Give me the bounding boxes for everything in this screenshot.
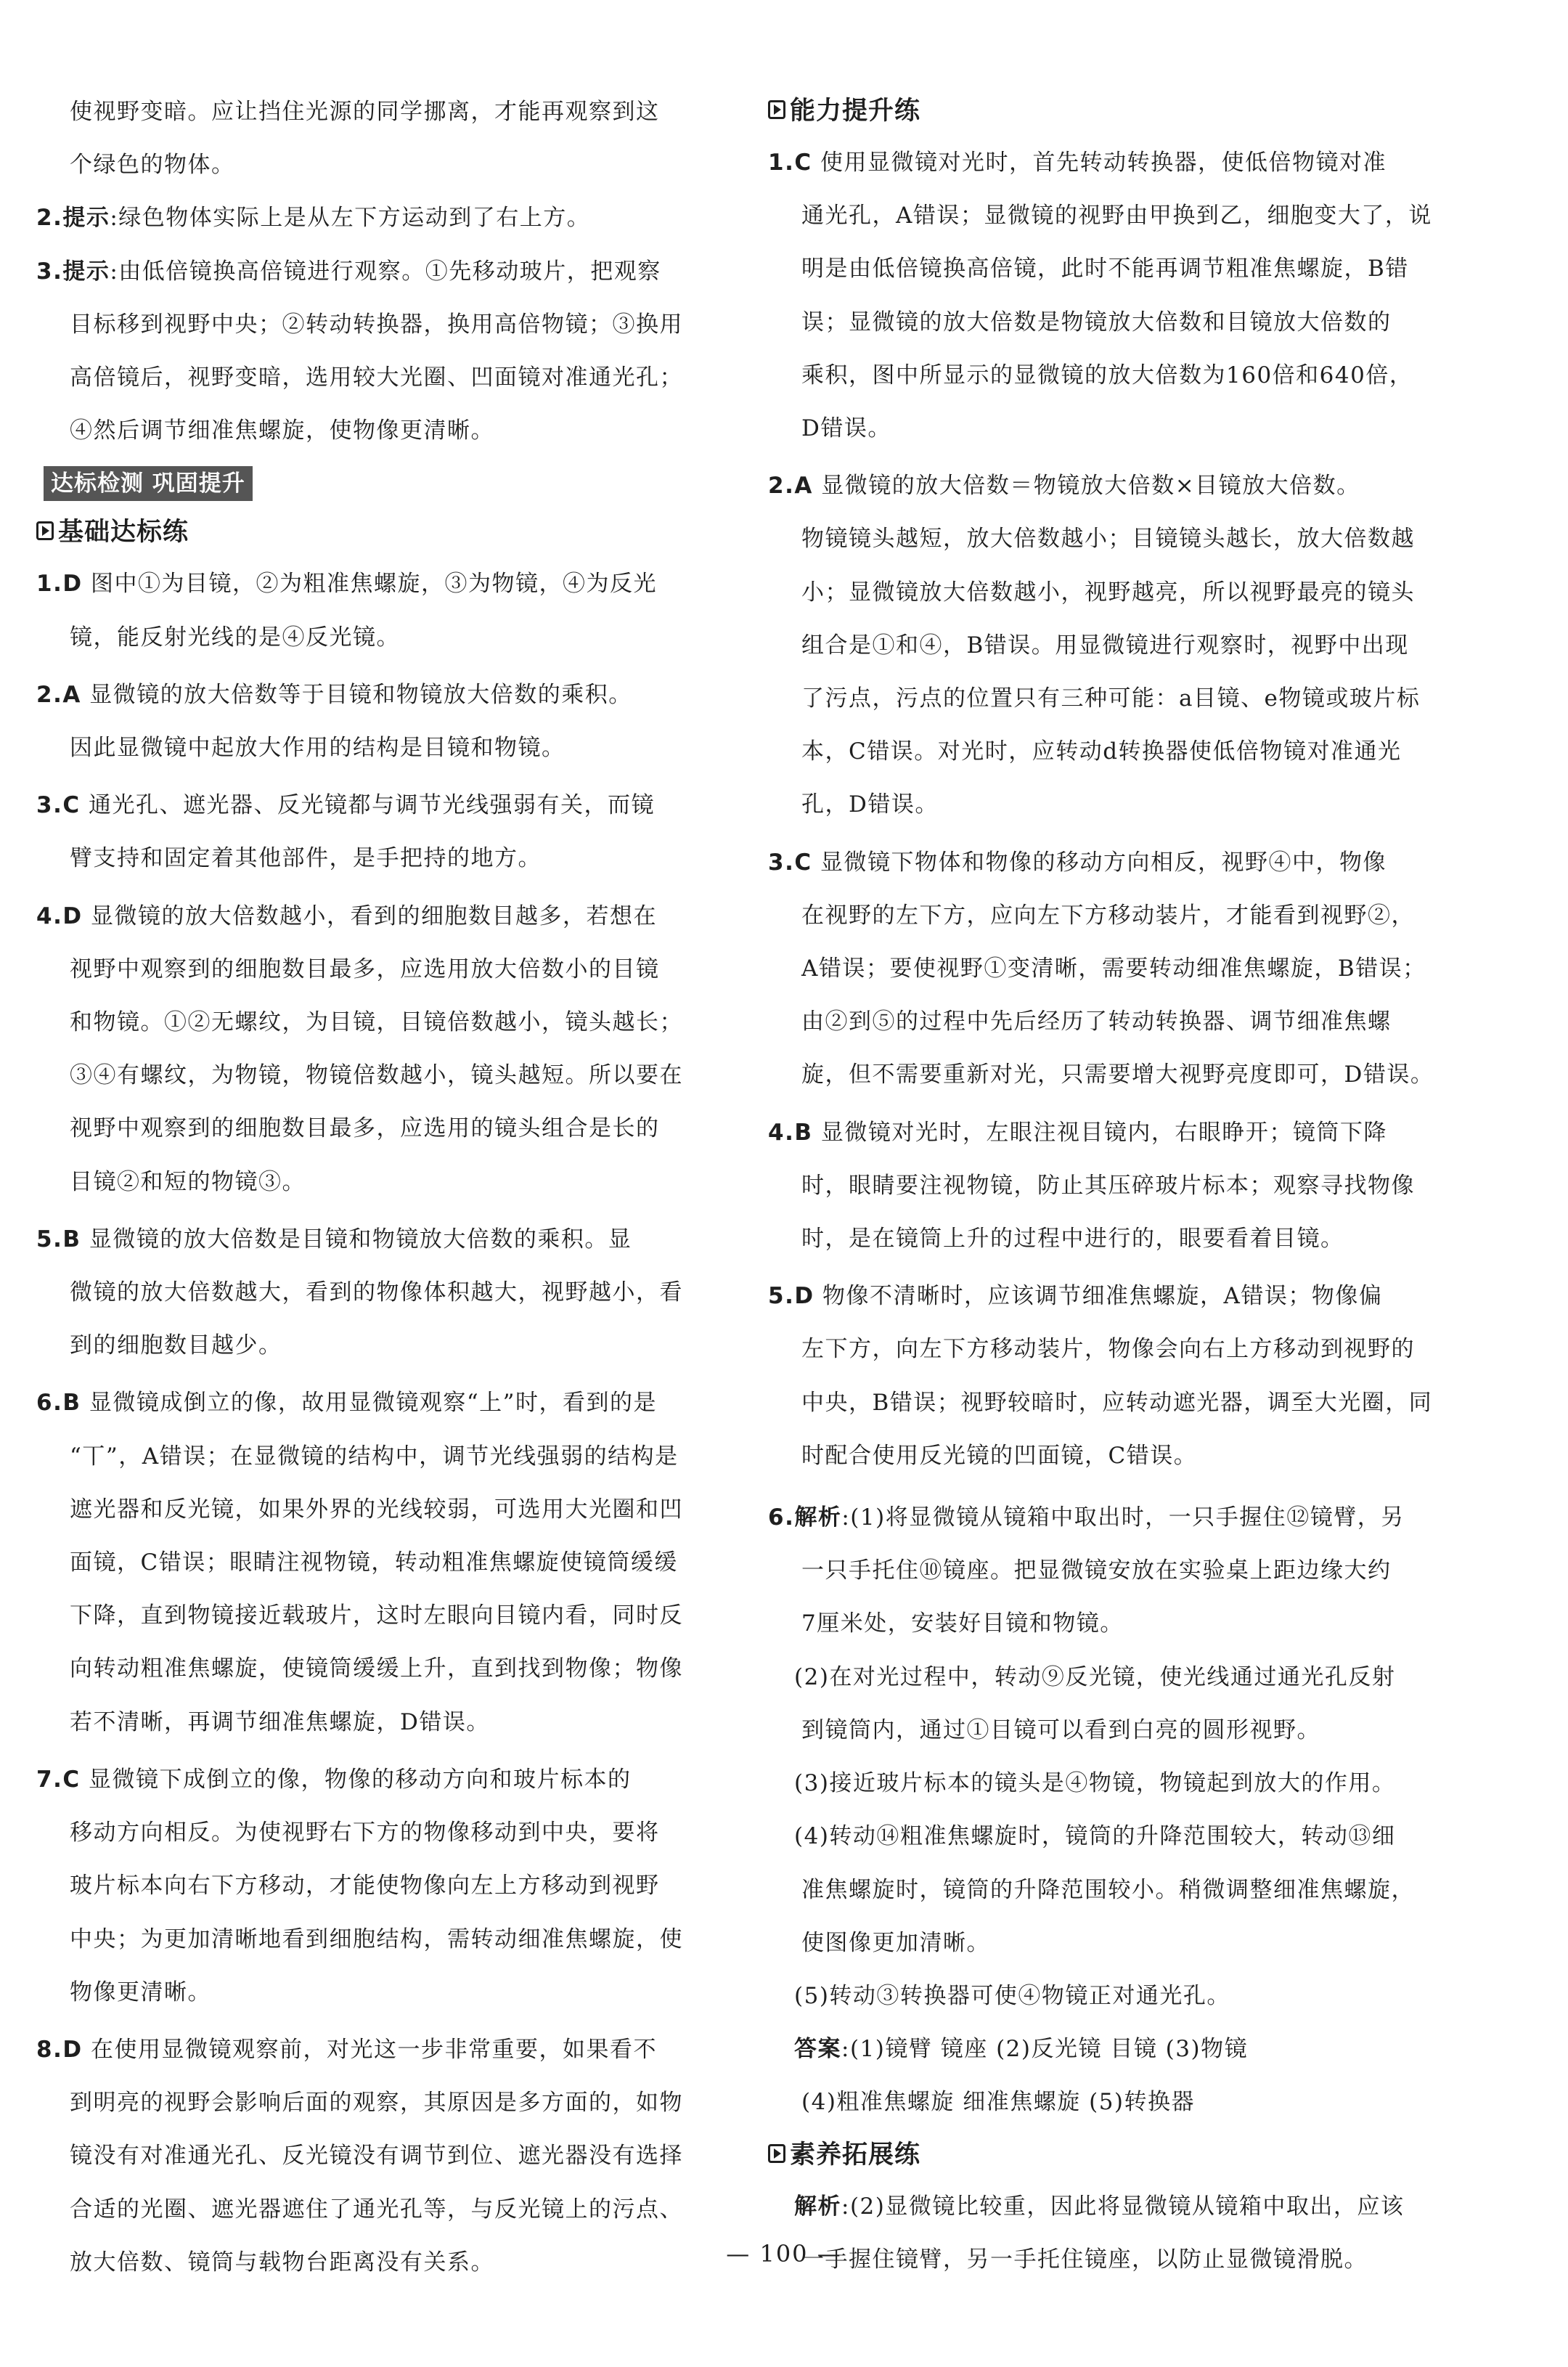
item-text: 臂支持和固定着其他部件，是手把持的地方。: [70, 845, 542, 872]
item-number: 2.: [36, 205, 63, 232]
sub-answer-line: (3)接近玻片标本的镜头是④物镜，物镜起到放大的作用。: [794, 1770, 1396, 1797]
intro-line: 使视野变暗。应让挡住光源的同学挪离，才能再观察到这: [70, 99, 660, 125]
intro-line: 个绿色的物体。: [70, 152, 235, 179]
item-text: 显微镜对光时，左眼注视目镜内，右眼睁开；镜筒下降: [812, 1119, 1387, 1146]
item-number: 1.C: [768, 150, 812, 176]
section-heading-advanced: 能力提升练: [768, 86, 1461, 137]
item-text: 下降，直到物镜接近载玻片，这时左眼向目镜内看，同时反: [70, 1602, 683, 1629]
item-text: D错误。: [801, 415, 891, 442]
analysis-text: 一手握住镜臂，另一手托住镜座，以防止显微镜滑脱。: [801, 2246, 1368, 2273]
item-6: [768, 1491, 1461, 1544]
item-text: 放大倍数、镜筒与载物台距离没有关系。: [70, 2249, 494, 2276]
answer-line: [768, 2023, 1461, 2076]
item-text: 目镜②和短的物镜③。: [70, 1168, 306, 1195]
item-text: 乘积，图中所显示的显微镜的放大倍数为160倍和640倍，: [801, 362, 1413, 388]
play-icon: [768, 2144, 785, 2163]
item-text: 显微镜的放大倍数＝物镜放大倍数×目镜放大倍数。: [812, 473, 1360, 500]
item-number: 2.A: [768, 473, 813, 500]
left-answer-list: [36, 558, 737, 2294]
hint-3: [36, 245, 737, 298]
item-number: 5.B: [36, 1226, 81, 1252]
answer-item: [36, 890, 737, 943]
answer-item: [36, 1213, 737, 1266]
answer-item: [768, 836, 1461, 889]
item-number: 2.A: [36, 681, 81, 708]
answer-item: [36, 779, 737, 832]
item-text: 向转动粗准焦螺旋，使镜筒缓缓上升，直到找到物像；物像: [70, 1655, 683, 1682]
hint-text: :由低倍镜换高倍镜进行观察。①先移动玻片，把观察: [110, 258, 661, 285]
item-text: 在视野的左下方，应向左下方移动装片，才能看到视野②，: [801, 902, 1415, 929]
item-text: 时配合使用反光镜的凹面镜，C错误。: [801, 1442, 1198, 1469]
answer-text: (4)粗准焦螺旋 细准焦螺旋 (5)转换器: [801, 2089, 1196, 2116]
item-text: 孔，D错误。: [801, 791, 939, 818]
item-text: 本，C错误。对光时，应转动d转换器使低倍物镜对准通光: [801, 738, 1402, 765]
item-number: 3.: [36, 258, 63, 285]
item-text: 中央，B错误；视野较暗时，应转动遮光器，调至大光圈，同: [801, 1389, 1433, 1416]
answer-label: 答案: [794, 2036, 841, 2063]
item-text: 物像不清晰时，应该调节细准焦螺旋，A错误；物像偏: [814, 1283, 1383, 1310]
item-text: 视野中观察到的细胞数目最多，应选用放大倍数小的目镜: [70, 956, 660, 982]
item-text: 左下方，向左下方移动装片，物像会向右上方移动到视野的: [801, 1336, 1415, 1363]
analysis-text: :(1)将显微镜从镜箱中取出时，一只手握住⑫镜臂，另: [841, 1504, 1405, 1531]
item-text: 图中①为目镜，②为粗准焦螺旋，③为物镜，④为反光: [82, 571, 657, 598]
answer-item: [768, 460, 1461, 513]
left-column: [36, 86, 737, 2294]
sub-answers: [768, 1651, 1461, 2023]
item-text: 了污点，污点的位置只有三种可能：a目镜、e物镜或玻片标: [801, 685, 1421, 712]
page-number: — 100 —: [726, 2240, 842, 2268]
item-text: 组合是①和④，B错误。用显微镜进行观察时，视野中出现: [801, 632, 1409, 659]
answer-item: [768, 1270, 1461, 1323]
section-heading-basic: 基础达标练: [36, 507, 737, 558]
section-banner: 达标检测 巩固提升: [44, 466, 253, 501]
item-text: 在使用显微镜观察前，对光这一步非常重要，如果看不: [82, 2036, 657, 2063]
item-text: 物像更清晰。: [70, 1979, 211, 2005]
item-number: 4.B: [768, 1119, 813, 1146]
item-text: 因此显微镜中起放大作用的结构是目镜和物镜。: [70, 735, 565, 762]
item-text: 到明亮的视野会影响后面的观察，其原因是多方面的，如物: [70, 2090, 683, 2117]
item-number: 1.D: [36, 571, 83, 598]
item-text: 遮光器和反光镜，如果外界的光线较弱，可选用大光圈和凹: [70, 1496, 683, 1523]
hint-text: :绿色物体实际上是从左下方运动到了右上方。: [110, 205, 591, 232]
sub-answer-line: 使图像更加清晰。: [801, 1929, 990, 1956]
section-heading-extension: 素养拓展练: [768, 2130, 1461, 2180]
right-answer-list: [768, 137, 1461, 1487]
item-text: 通光孔，A错误；显微镜的视野由甲换到乙，细胞变大了，说: [801, 203, 1432, 229]
play-icon: [36, 521, 54, 540]
item-text: 玻片标本向右下方移动，才能使物像向左上方移动到视野: [70, 1873, 660, 1899]
item-text: 由②到⑤的过程中先后经历了转动转换器、调节细准焦螺: [801, 1009, 1392, 1035]
item-text: 显微镜的放大倍数等于目镜和物镜放大倍数的乘积。: [81, 681, 632, 708]
item-text: 移动方向相反。为使视野右下方的物像移动到中央，要将: [70, 1820, 660, 1846]
item-text: 旋，但不需要重新对光，只需要增大视野亮度即可，D错误。: [801, 1062, 1434, 1088]
item-text: 使用显微镜对光时，首先转动转换器，使低倍物镜对准: [812, 150, 1387, 176]
item-text: 时，眼睛要注视物镜，防止其压碎玻片标本；观察寻找物像: [801, 1172, 1415, 1199]
item-text: 和物镜。①②无螺纹，为目镜，目镜倍数越小，镜头越长；: [70, 1009, 683, 1036]
item-number: 8.D: [36, 2036, 83, 2063]
analysis-label: 解析: [794, 1504, 842, 1531]
item-text: ③④有螺纹，为物镜，物镜倍数越小，镜头越短。所以要在: [70, 1062, 683, 1089]
answer-item: [36, 1377, 737, 1430]
answer-item: [36, 2024, 737, 2077]
item-text: 显微镜的放大倍数越小，看到的细胞数目越多，若想在: [82, 903, 657, 929]
sub-answer-line: 到镜筒内，通过①目镜可以看到白亮的圆形视野。: [801, 1716, 1320, 1743]
hint-text: 目标移到视野中央；②转动转换器，换用高倍物镜；③换用: [70, 311, 683, 338]
analysis-text: 一只手托住⑩镜座。把显微镜安放在实验桌上距边缘大约: [801, 1557, 1392, 1584]
item-text: 通光孔、遮光器、反光镜都与调节光线强弱有关，而镜: [80, 792, 655, 819]
hint-label: 提示: [62, 258, 110, 285]
analysis-text: :(2)显微镜比较重，因此将显微镜从镜箱中取出，应该: [841, 2193, 1405, 2220]
item-text: 时，是在镜筒上升的过程中进行的，眼要看着目镜。: [801, 1226, 1344, 1252]
answer-text: :(1)镜臂 镜座 (2)反光镜 目镜 (3)物镜: [841, 2036, 1249, 2063]
answer-item: [768, 1107, 1461, 1160]
hint-text: ④然后调节细准焦螺旋，使物像更清晰。: [70, 417, 494, 444]
item-text: 显微镜的放大倍数是目镜和物镜放大倍数的乘积。显: [81, 1226, 632, 1252]
item-text: 显微镜下物体和物像的移动方向相反，视野④中，物像: [812, 849, 1387, 876]
item-text: 视野中观察到的细胞数目最多，应选用的镜头组合是长的: [70, 1115, 660, 1142]
item-text: “丅”，A错误；在显微镜的结构中，调节光线强弱的结构是: [70, 1443, 679, 1470]
item-text: 微镜的放大倍数越大，看到的物像体积越大，视野越小，看: [70, 1279, 683, 1306]
analysis-line: [768, 2180, 1461, 2233]
item-text: 中央；为更加清晰地看到细胞结构，需转动细准焦螺旋，使: [70, 1926, 683, 1952]
item-text: 到的细胞数目越少。: [70, 1332, 282, 1359]
answer-item: [36, 1753, 737, 1806]
analysis-label: 解析: [794, 2193, 841, 2220]
right-column: [768, 86, 1461, 2286]
answer-item: [36, 669, 737, 722]
item-number: 3.C: [768, 849, 812, 876]
item-number: 3.C: [36, 792, 81, 819]
hint-label: 提示: [62, 205, 110, 232]
sub-answer-line: (4)转动⑭粗准焦螺旋时，镜筒的升降范围较大，转动⑬细: [794, 1823, 1396, 1850]
item-text: 合适的光圈、遮光器遮住了通光孔等，与反光镜上的污点、: [70, 2196, 683, 2223]
item-number: 4.D: [36, 903, 83, 929]
item-number: 6.B: [36, 1390, 81, 1417]
item-text: A错误；要使视野①变清晰，需要转动细准焦螺旋，B错误；: [801, 956, 1426, 982]
item-text: 镜没有对准通光孔、反光镜没有调节到位、遮光器没有选择: [70, 2143, 683, 2170]
item-text: 明是由低倍镜换高倍镜，此时不能再调节粗准焦螺旋，B错: [801, 256, 1409, 282]
item-text: 面镜，C错误；眼睛注视物镜，转动粗准焦螺旋使镜筒缓缓: [70, 1549, 678, 1576]
play-icon: [768, 100, 785, 119]
answer-item: [768, 137, 1461, 190]
item-text: 显微镜下成倒立的像，物像的移动方向和玻片标本的: [80, 1766, 632, 1793]
analysis-text: 7厘米处，安装好目镜和物镜。: [801, 1610, 1124, 1637]
item-number: 7.C: [36, 1766, 81, 1793]
item-text: 显微镜成倒立的像，故用显微镜观察“上”时，看到的是: [81, 1390, 658, 1417]
item-text: 小；显微镜放大倍数越小，视野越亮，所以视野最亮的镜头: [801, 579, 1415, 606]
sub-answer-line: (5)转动③转换器可使④物镜正对通光孔。: [794, 1982, 1230, 2009]
sub-answer-line: 准焦螺旋时，镜筒的升降范围较小。稍微调整细准焦螺旋，: [801, 1876, 1415, 1903]
hint-2: [36, 192, 737, 245]
item-number: 6.: [768, 1504, 795, 1531]
item-text: 误；显微镜的放大倍数是物镜放大倍数和目镜放大倍数的: [801, 309, 1392, 335]
hint-text: 高倍镜后，视野变暗，选用较大光圈、凹面镜对准通光孔；: [70, 364, 683, 391]
item-number: 5.D: [768, 1283, 814, 1310]
item-text: 若不清晰，再调节细准焦螺旋，D错误。: [70, 1708, 490, 1735]
item-text: 物镜镜头越短，放大倍数越小；目镜镜头越长，放大倍数越: [801, 526, 1415, 553]
sub-answer-line: (2)在对光过程中，转动⑨反光镜，使光线通过通光孔反射: [794, 1663, 1396, 1690]
answer-item: [36, 558, 737, 611]
item-text: 镜，能反射光线的是④反光镜。: [70, 624, 400, 651]
